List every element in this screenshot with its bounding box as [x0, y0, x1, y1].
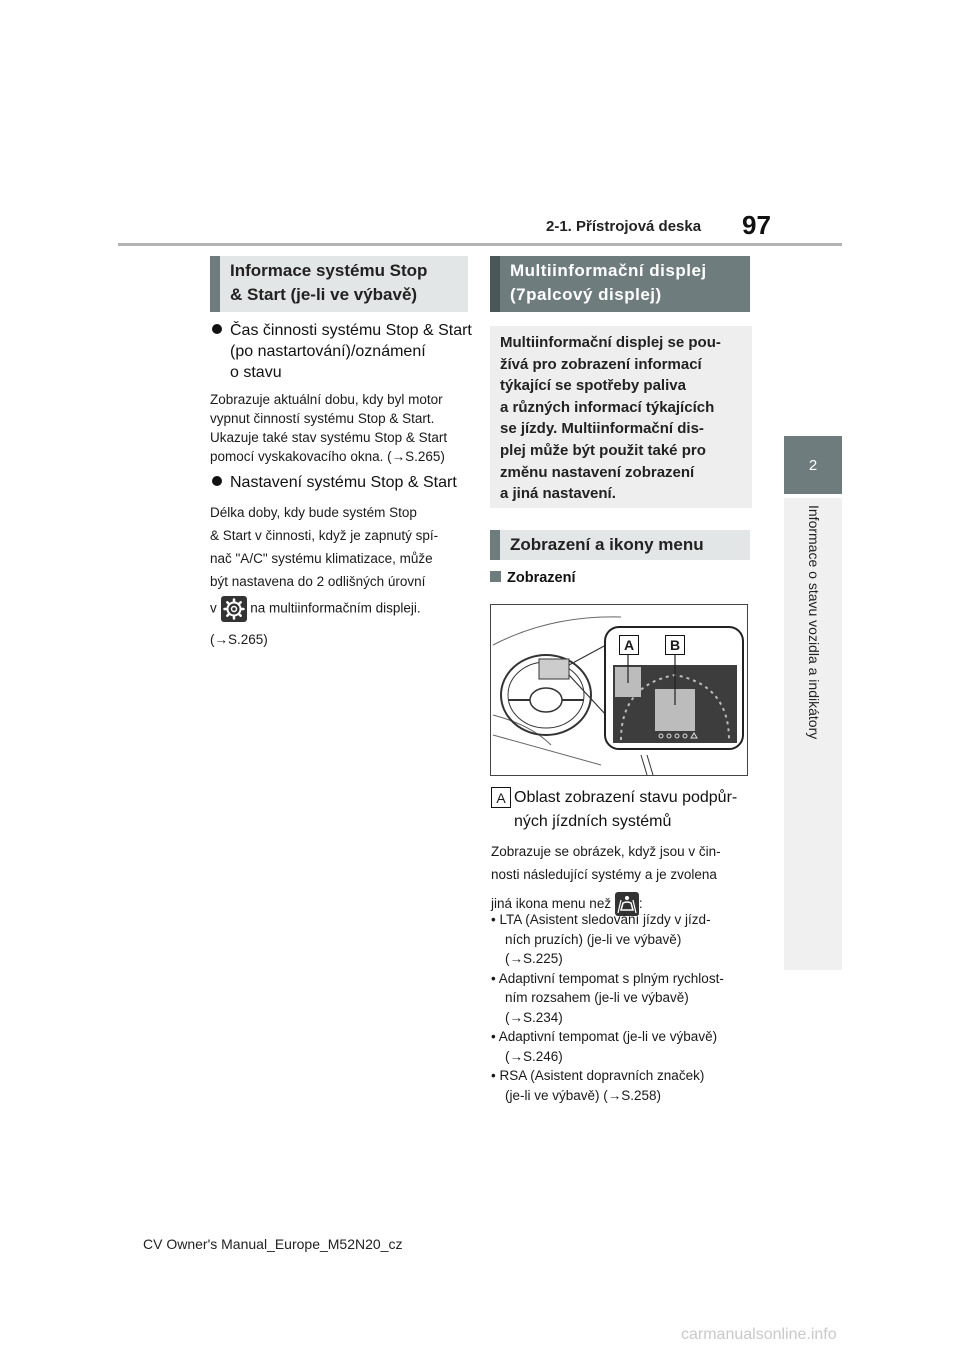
text-line: se jízdy. Multiinformační dis- [500, 420, 704, 438]
text-line: vypnut činností systému Stop & Start. [210, 411, 435, 426]
text-line: a různých informací týkajících [500, 398, 715, 416]
callout-a-label: A [491, 787, 511, 808]
text-line: plej může být použit také pro [500, 441, 706, 459]
page-reference[interactable]: pomocí vyskakovacího okna. (→S.265) [210, 449, 445, 464]
page-reference[interactable]: (→S.234) [505, 1009, 563, 1025]
subheading-text: Zobrazení [507, 570, 576, 586]
stop-start-heading [210, 256, 468, 312]
bullet-text: Nastavení systému Stop & Start [230, 474, 457, 491]
multi-display-heading-line1: Multiinformační displej [510, 261, 707, 280]
text-line: Multiinformační displej se pou- [500, 334, 721, 351]
text-line: nač "A/C" systému klimatizace, může [210, 551, 433, 566]
text-line: Zobrazuje aktuální dobu, kdy byl motor [210, 392, 443, 407]
page-reference[interactable]: (→S.225) [505, 951, 563, 966]
footer-manual-id: CV Owner's Manual_Europe_M52N20_cz [143, 1236, 403, 1252]
bullet-dot [212, 476, 222, 486]
text-line: Oblast zobrazení stavu podpůr- [514, 789, 738, 806]
text-line: být nastavena do 2 odlišných úrovní [210, 574, 426, 589]
settings-gear-icon [221, 596, 247, 622]
figure-label-b: B [665, 635, 685, 655]
systems-list [491, 910, 753, 1105]
menu-icons-heading: Zobrazení a ikony menu [490, 530, 750, 560]
chapter-tab[interactable]: 2 [784, 436, 842, 494]
list-item: • Adaptivní tempomat (je-li ve výbavě) (→S.246) [491, 1027, 753, 1066]
text-line: & Start v činnosti, když je zapnutý spí- [210, 528, 439, 543]
list-item: • LTA (Asistent sledování jízdy v jízd- ních pruzích) (je-li ve výbavě) (→S.225) [491, 910, 753, 969]
page-reference[interactable]: (→S.265) [210, 632, 268, 647]
paragraph-settings [210, 501, 472, 651]
text-line: nosti následující systémy a je zvolena [491, 867, 717, 882]
text-line: v [210, 600, 217, 616]
callout-a-heading [514, 786, 737, 834]
multi-display-heading [490, 256, 750, 312]
text-line: Zobrazuje se obrázek, když jsou v čin- [491, 844, 721, 859]
display-subheading [490, 570, 575, 586]
page-reference[interactable]: (je-li ve výbavě) (→S.258) [505, 1087, 662, 1103]
section-title: 2-1. Přístrojová deska [546, 218, 702, 235]
header-rule [118, 243, 842, 246]
square-bullet-icon [490, 571, 501, 582]
text-line: Ukazuje také stav systému Stop & Start [210, 430, 448, 445]
paragraph-operation-time [210, 390, 472, 466]
dashboard-drawing [491, 605, 747, 775]
text-line: a jiná nastavení. [500, 485, 616, 503]
text-line: jiná ikona menu než [491, 896, 612, 911]
page-number: 97 [742, 210, 771, 240]
text-line: : [638, 896, 643, 911]
bullet-operation-time [212, 320, 474, 383]
bullet-settings [212, 472, 474, 493]
stop-start-heading-line2: & Start (je-li ve výbavě) [230, 285, 418, 304]
bullet-dot [212, 324, 222, 334]
multi-display-heading-line2: (7palcový displej) [510, 285, 662, 304]
bullet-text: (po nastartování)/oznámení [230, 343, 426, 360]
stop-start-heading-line1: Informace systému Stop [230, 261, 428, 280]
callout-a-paragraph [491, 840, 753, 916]
bullet-text: o stavu [230, 364, 282, 381]
text-line: týkající se spotřeby paliva [500, 377, 686, 395]
text-line: změnu nastavení zobrazení [500, 463, 695, 481]
page-reference[interactable]: (→S.246) [505, 1048, 563, 1064]
intro-box [490, 326, 752, 508]
list-item: • RSA (Asistent dopravních značek) (je-li ve výbavě) (→S.258) [491, 1066, 753, 1105]
bullet-text: Čas činnosti systému Stop & Start [230, 322, 472, 339]
watermark: carmanualsonline.info [681, 1326, 837, 1343]
text-line: ných jízdních systémů [514, 813, 672, 830]
list-item: • Adaptivní tempomat s plným rychlost- ním rozsahem (je-li ve výbavě) (→S.234) [491, 969, 753, 1028]
chapter-tab-label: Informace o stavu vozidla a indikátory [806, 505, 822, 740]
text-line: Délka doby, kdy bude systém Stop [210, 505, 417, 520]
text-line: žívá pro zobrazení informací [500, 355, 702, 373]
dashboard-illustration [490, 604, 748, 776]
text-line: na multiinformačním displeji. [250, 600, 421, 616]
figure-label-a: A [619, 635, 639, 655]
